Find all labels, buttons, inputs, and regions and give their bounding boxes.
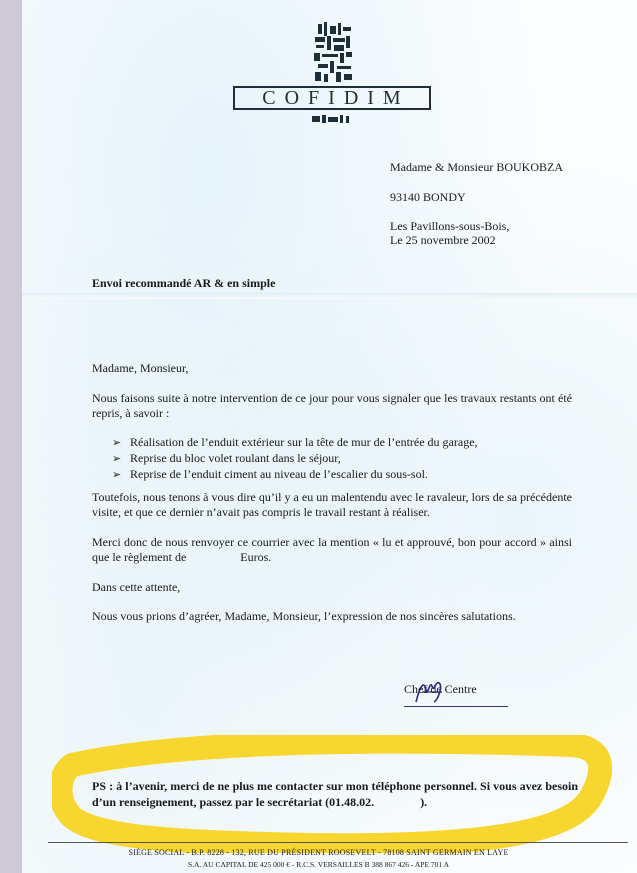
recipient-name: Madame & Monsieur BOUKOBZA [390, 160, 563, 174]
greeting: Madame, Monsieur, [92, 361, 189, 375]
footer-legal: S.A. AU CAPITAL DE 425 000 € - R.C.S. VERSAILLES B 388 867 426 - APE 701 A [187, 860, 450, 869]
company-name: COFIDIM [262, 86, 410, 109]
arrow-bullet-icon: ➢ [112, 453, 122, 465]
paragraph-waiting: Dans cette attente, [92, 580, 181, 594]
closing-formula: Nous vous prions d’agréer, Madame, Monsieur, l’expression de nos sincères salutations. [92, 609, 516, 623]
paragraph-request: Merci donc de nous renvoyer ce courrier avec la mention « lu et approuvé, bon pour accord » ainsi que le règlement de Euros. [92, 535, 572, 564]
logo-ornament-icon [310, 114, 356, 124]
list-item: ➢ Réalisation de l’enduit extérieur sur la tête de mur de l’entrée du garage, [112, 435, 478, 449]
company-logo-icon [310, 22, 356, 84]
footer-address: SIÈGE SOCIAL - B.P. 8228 - 132, RUE DU PRÉSIDENT ROOSEVELT - 78108 SAINT GERMAIN EN LAYE [128, 848, 509, 857]
arrow-bullet-icon: ➢ [112, 469, 122, 481]
handwritten-signature-icon [412, 676, 448, 706]
signature-block [404, 682, 514, 712]
footer-divider [48, 842, 628, 843]
company-logo-box [233, 86, 431, 110]
list-item: ➢ Reprise du bloc volet roulant dans le séjour, [112, 451, 341, 465]
signature-line [404, 706, 508, 707]
signature-title: Chef de Centre [404, 682, 477, 696]
work-list [112, 435, 478, 483]
arrow-bullet-icon: ➢ [112, 437, 122, 449]
paragraph-misunderstanding: Toutefois, nous tenons à vous dire qu’il y a eu un malentendu avec le ravaleur, lors de sa précédente visite, et que ce dernier n’avait pas compris le travail restant à réaliser. [92, 490, 572, 519]
letter-subject: Envoi recommandé AR & en simple [92, 276, 276, 290]
paper-fold [22, 293, 637, 299]
list-item: ➢ Reprise de l’enduit ciment au niveau de l’escalier du sous-sol. [112, 467, 428, 481]
letter-place: Les Pavillons-sous-Bois, [390, 219, 510, 233]
postscript: PS : à l’avenir, merci de ne plus me contacter sur mon téléphone personnel. Si vous avez besoin d’un renseignement, passez par le secrétariat (01.48.02. ). [92, 779, 578, 809]
paragraph-intro: Nous faisons suite à notre intervention de ce jour pour vous signaler que les travaux restants ont été repris, à savoir : [92, 391, 572, 420]
recipient-city: 93140 BONDY [390, 190, 466, 204]
letter-date: Le 25 novembre 2002 [390, 233, 496, 247]
